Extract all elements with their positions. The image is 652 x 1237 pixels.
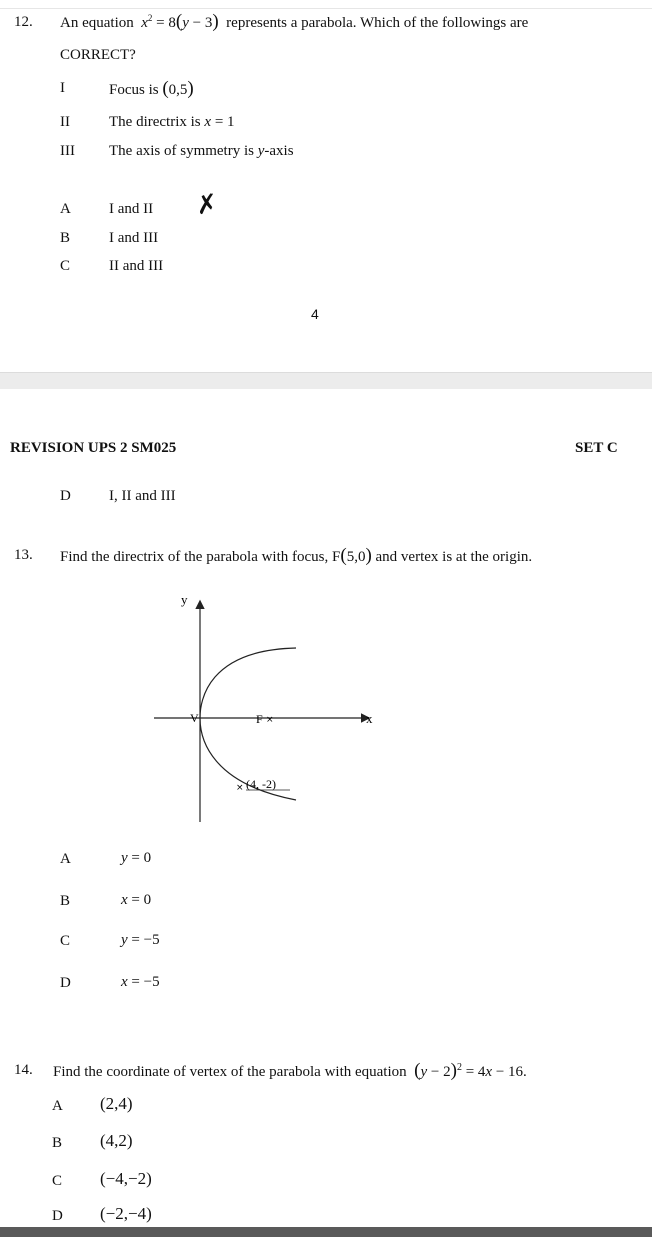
q14-equation: $(y - 2)^2 = 4x - 16$. xyxy=(414,1060,527,1081)
q12-option-b-text: I and III xyxy=(109,230,159,246)
q14-number: 14. xyxy=(14,1062,33,1078)
q13-option-b-value: x = 0 xyxy=(121,892,152,908)
q12-option-d-text: I, II and III xyxy=(109,488,176,504)
handwritten-cross-mark: ✗ xyxy=(194,188,220,222)
q14-prompt xyxy=(53,1060,527,1082)
q14-option-a-value: (2,4) xyxy=(100,1094,133,1113)
q12-axis-variable: y xyxy=(257,143,265,159)
q12-statement-ii-text: The directrix is xyxy=(109,114,201,130)
q13-prompt-before: Find the directrix of the parabola with focus, xyxy=(60,549,329,565)
q13-prompt-after: and vertex is at the origin. xyxy=(375,549,533,565)
q13-option-d-letter: D xyxy=(60,975,71,991)
vertex-label: V xyxy=(190,711,199,725)
point-label: (4, -2) xyxy=(246,777,276,791)
q12-statement-i xyxy=(109,78,194,100)
q12-option-a-letter: A xyxy=(60,201,71,217)
q12-prompt-after: represents a parabola. Which of the followings are xyxy=(226,15,529,31)
focus-label: F xyxy=(256,712,263,726)
q12-equation: $x^2 = 8(y - 3)$ xyxy=(141,11,219,32)
q12-prompt-before: An equation xyxy=(60,15,134,31)
q13-option-b-letter: B xyxy=(60,893,71,909)
q14-option-c-letter: C xyxy=(52,1173,63,1189)
q12-statement-iii-roman: III xyxy=(60,143,75,159)
q12-number: 12. xyxy=(14,14,33,30)
q12-directrix-value: x = 1 xyxy=(204,114,235,130)
q14-prompt-before: Find the coordinate of vertex of the parabola with equation xyxy=(53,1064,407,1080)
q14-option-d-letter: D xyxy=(52,1208,63,1224)
q12-prompt-line2: CORRECT? xyxy=(60,47,136,63)
q12-option-d-letter: D xyxy=(60,488,71,504)
focus-point-mark: × xyxy=(266,715,274,725)
q13-focus: F(5,0) xyxy=(332,545,372,566)
q12-option-b-letter: B xyxy=(60,230,71,246)
q12-statement-i-text: Focus is xyxy=(109,82,159,98)
top-divider xyxy=(0,8,652,9)
q12-option-a-text: I and II xyxy=(109,201,154,217)
q12-statement-ii xyxy=(109,114,235,131)
q14-option-b-letter: B xyxy=(52,1135,63,1151)
q14-option-b-value: (4,2) xyxy=(100,1131,133,1150)
q12-axis-tail: -axis xyxy=(264,143,294,159)
y-axis-label: y xyxy=(181,592,188,607)
q12-prompt xyxy=(60,11,528,33)
q13-option-c-value: y = −5 xyxy=(121,932,160,948)
q12-focus-value: (0,5) xyxy=(162,78,194,99)
q14-option-a-letter: A xyxy=(52,1098,63,1114)
page-break-band xyxy=(0,372,652,389)
q12-option-c-letter: C xyxy=(60,258,71,274)
page-number: 4 xyxy=(311,306,319,322)
q12-option-c-text: II and III xyxy=(109,258,164,274)
q13-prompt xyxy=(60,545,532,567)
q13-option-a-value: y = 0 xyxy=(121,850,152,866)
x-axis-label: x xyxy=(366,711,373,726)
q12-statement-i-roman: I xyxy=(60,80,65,96)
q13-option-d-value: x = −5 xyxy=(121,974,160,990)
q13-number: 13. xyxy=(14,547,33,563)
header-course-title: REVISION UPS 2 SM025 xyxy=(10,440,177,456)
q12-statement-iii-text: The axis of symmetry is xyxy=(109,143,254,159)
q12-statement-ii-roman: II xyxy=(60,114,70,130)
q13-option-a-letter: A xyxy=(60,851,71,867)
q14-option-d-value: (−2,−4) xyxy=(100,1204,152,1223)
parabola-graph xyxy=(150,590,390,830)
q12-statement-iii xyxy=(109,143,294,160)
bottom-scroll-bar[interactable] xyxy=(0,1227,652,1237)
q13-option-c-letter: C xyxy=(60,933,71,949)
point-mark: × xyxy=(236,783,244,793)
header-set-label: SET C xyxy=(575,440,618,456)
q14-option-c-value: (−4,−2) xyxy=(100,1169,152,1188)
